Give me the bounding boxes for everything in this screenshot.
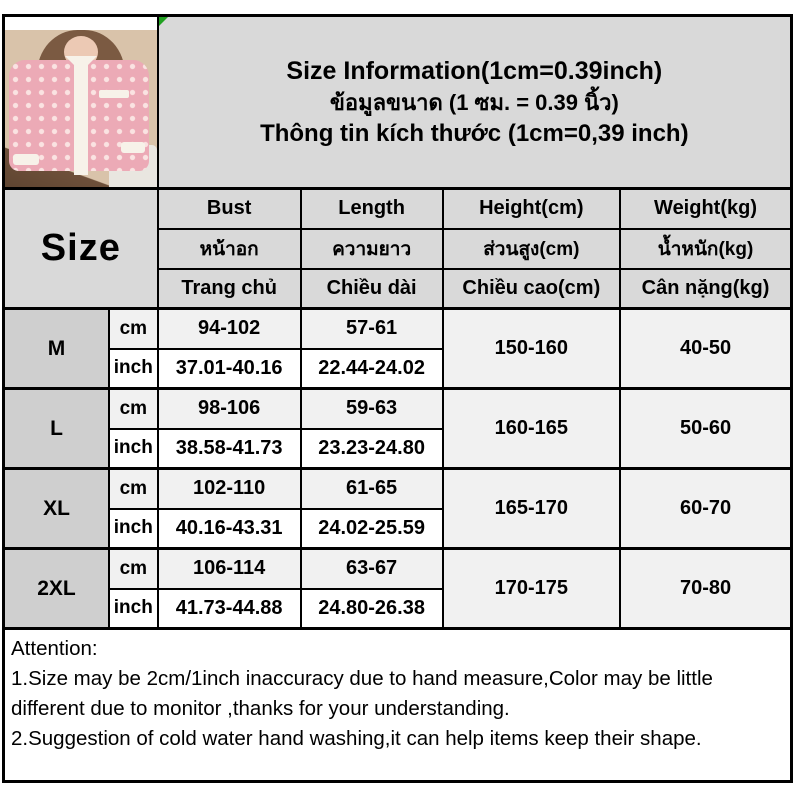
size-label-l: L [4, 389, 109, 469]
header-height-vi: Chiều cao(cm) [443, 269, 620, 309]
unit-cm: cm [109, 389, 158, 429]
title-cell [158, 16, 792, 189]
unit-inch: inch [109, 429, 158, 469]
header-weight-th: น้ำหนัก(kg) [620, 229, 791, 269]
attention-note-1: 1.Size may be 2cm/1inch inaccuracy due to hand measure,Color may be little different due to monitor ,thanks for your understanding. [11, 667, 713, 720]
l-bust-inch: 38.58-41.73 [158, 429, 301, 469]
header-length-en: Length [301, 189, 443, 229]
photo-shirt-pocket [99, 90, 129, 98]
attention-block [4, 629, 792, 782]
l-bust-cm: 98-106 [158, 389, 301, 429]
title-thai: ข้อมูลขนาด (1 ซม. = 0.39 นิ้ว) [329, 89, 619, 115]
header-bust-th: หน้าอก [158, 229, 301, 269]
unit-cm: cm [109, 469, 158, 509]
title-english: Size Information(1cm=0.39inch) [286, 56, 663, 85]
m-length-inch: 22.44-24.02 [301, 349, 443, 389]
xl-length-cm: 61-65 [301, 469, 443, 509]
2xl-height: 170-175 [443, 549, 620, 629]
l-weight: 50-60 [620, 389, 791, 469]
product-photo-cell [4, 16, 158, 189]
xl-weight: 60-70 [620, 469, 791, 549]
unit-cm: cm [109, 309, 158, 349]
xl-height: 165-170 [443, 469, 620, 549]
size-corner-header: Size [4, 189, 158, 309]
unit-inch: inch [109, 509, 158, 549]
xl-length-inch: 24.02-25.59 [301, 509, 443, 549]
photo-shirt-placket [74, 64, 88, 175]
header-weight-vi: Cân nặng(kg) [620, 269, 791, 309]
l-height: 160-165 [443, 389, 620, 469]
2xl-length-cm: 63-67 [301, 549, 443, 589]
m-length-cm: 57-61 [301, 309, 443, 349]
title-vietnamese: Thông tin kích thước (1cm=0,39 inch) [260, 119, 689, 147]
size-chart-sheet [2, 14, 793, 783]
attention-heading: Attention: [11, 637, 98, 660]
green-corner-marker-icon [159, 17, 168, 26]
size-table [2, 14, 793, 783]
m-bust-inch: 37.01-40.16 [158, 349, 301, 389]
size-label-2xl: 2XL [4, 549, 109, 629]
l-length-cm: 59-63 [301, 389, 443, 429]
attention-note-2: 2.Suggestion of cold water hand washing,it can help items keep their shape. [11, 727, 702, 750]
photo-shirt-collar [65, 56, 97, 72]
xl-bust-inch: 40.16-43.31 [158, 509, 301, 549]
unit-inch: inch [109, 589, 158, 629]
2xl-bust-inch: 41.73-44.88 [158, 589, 301, 629]
photo-shirt-cuff-right [121, 142, 145, 153]
xl-bust-cm: 102-110 [158, 469, 301, 509]
unit-cm: cm [109, 549, 158, 589]
header-height-en: Height(cm) [443, 189, 620, 229]
2xl-bust-cm: 106-114 [158, 549, 301, 589]
header-bust-en: Bust [158, 189, 301, 229]
size-label-xl: XL [4, 469, 109, 549]
m-weight: 40-50 [620, 309, 791, 389]
product-photo [5, 30, 157, 187]
m-bust-cm: 94-102 [158, 309, 301, 349]
photo-shirt-cuff-left [13, 154, 39, 165]
header-bust-vi: Trang chủ [158, 269, 301, 309]
header-height-th: ส่วนสูง(cm) [443, 229, 620, 269]
2xl-weight: 70-80 [620, 549, 791, 629]
size-label-m: M [4, 309, 109, 389]
header-weight-en: Weight(kg) [620, 189, 791, 229]
header-length-vi: Chiều dài [301, 269, 443, 309]
header-length-th: ความยาว [301, 229, 443, 269]
unit-inch: inch [109, 349, 158, 389]
l-length-inch: 23.23-24.80 [301, 429, 443, 469]
m-height: 150-160 [443, 309, 620, 389]
2xl-length-inch: 24.80-26.38 [301, 589, 443, 629]
